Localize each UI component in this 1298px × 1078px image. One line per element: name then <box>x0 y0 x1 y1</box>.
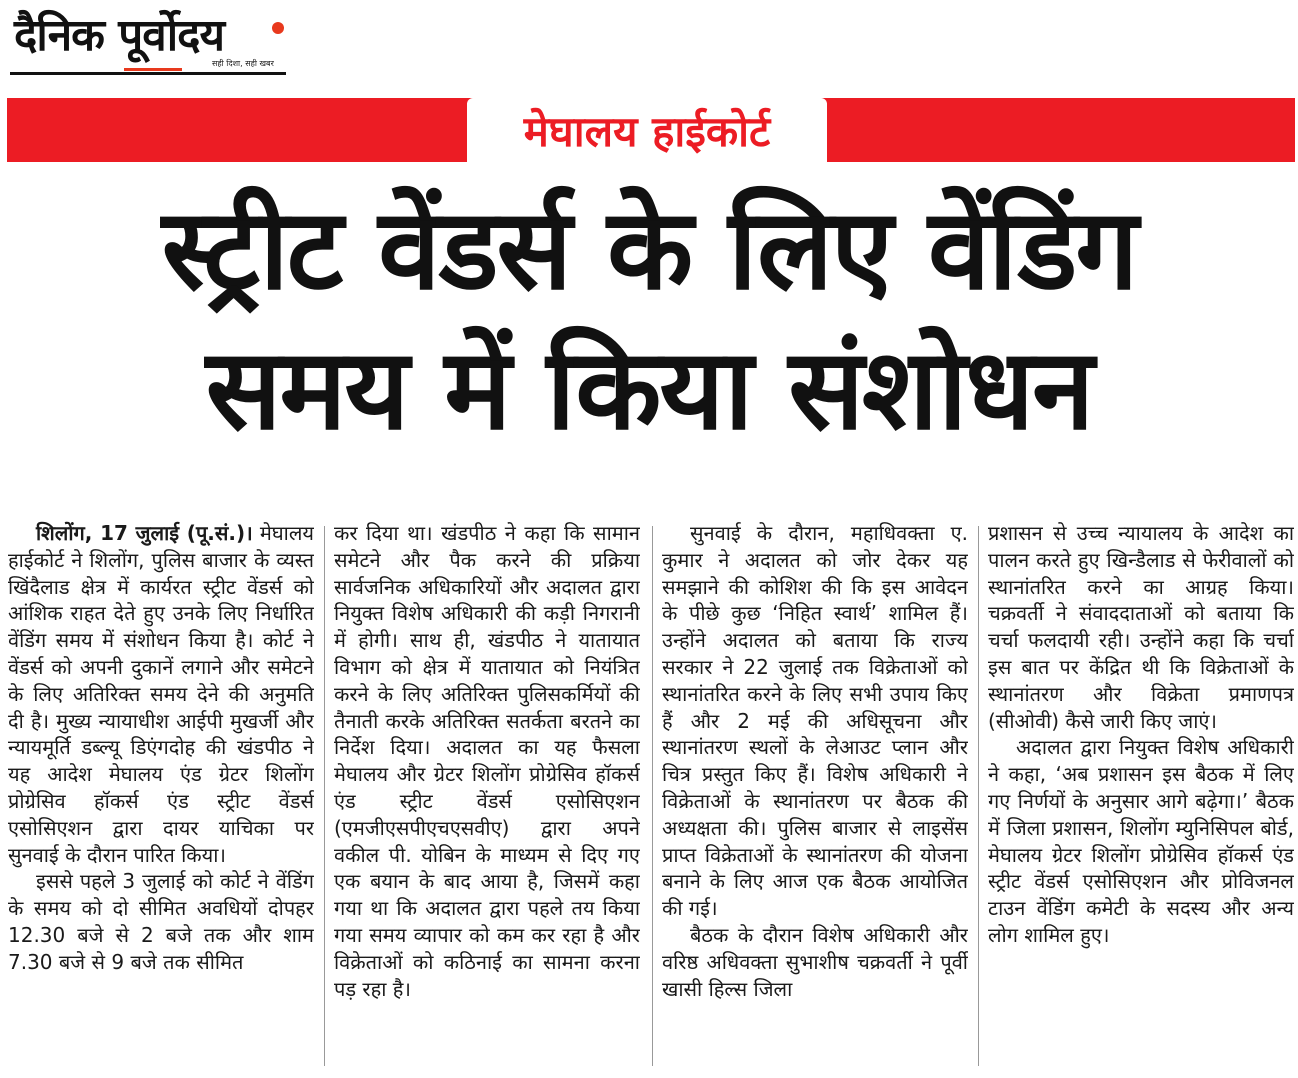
column-divider <box>978 526 979 1066</box>
category-label-box <box>467 98 827 162</box>
paragraph: मेघालय हाईकोर्ट ने शिलोंग, पुलिस बाजार के व्यस्त खिंदैलाड क्षेत्र में कार्यरत स्ट्रीट वेंडर्स को आंशिक राहत देते हुए उनके लिए निर्धारित वेंडिंग समय में संशोधन किया है। कोर्ट ने वेंडर्स को अपनी दुकानें लगाने और समेटने के लिए अतिरिक्त समय देने की अनुमति दी है। मुख्य न्यायाधीश आईपी मुखर्जी और न्यायमूर्ति डब्ल्यू डिएंगदोह की खंडपीठ ने यह आदेश मेघालय एंड ग्रेटर शिलोंग प्रोग्रेसिव हॉकर्स एंड स्ट्रीट वेंडर्स एसोसिएशन द्वारा दायर याचिका पर सुनवाई के दौरान पारित किया। <box>8 521 314 867</box>
dateline: शिलोंग, 17 जुलाई (पू.सं.)। <box>36 521 253 545</box>
article-column-2 <box>334 520 640 1072</box>
category-label: मेघालय हाईकोर्ट <box>523 106 771 156</box>
newspaper-tagline: सही दिशा, सही खबर <box>212 59 274 68</box>
logo-dot <box>272 22 284 34</box>
paragraph: प्रशासन से उच्च न्यायालय के आदेश का पालन करते हुए खिन्डैलाड से फेरीवालों को स्थानांतरित करने का आग्रह किया। चक्रवर्ती ने संवाददाताओं को बताया कि चर्चा फलदायी रही। उन्होंने कहा कि चर्चा इस बात पर केंद्रित थी कि विक्रेताओं के स्थानांतरण और विक्रेता प्रमाणपत्र (सीओवी) कैसे जारी किए जाएं। <box>988 521 1294 733</box>
newspaper-name: दैनिक पूर्वोदय <box>14 10 225 61</box>
masthead-rule <box>10 72 286 75</box>
paragraph: बैठक के दौरान विशेष अधिकारी और वरिष्ठ अधिवक्ता सुभाशीष चक्रवर्ती ने पूर्वी खासी हिल्स जिला <box>662 922 968 1001</box>
paragraph: सुनवाई के दौरान, महाधिवक्ता ए. कुमार ने अदालत को जोर देकर यह समझाने की कोशिश की कि इस आवेदन के पीछे कुछ ‘निहित स्वार्थ’ शामिल हैं। उन्होंने अदालत को बताया कि राज्य सरकार ने 22 जुलाई तक विक्रेताओं को स्थानांतरित करने के लिए सभी उपाय किए हैं और 2 मई की अधिसूचना और स्थानांतरण स्थलों के लेआउट प्लान और चित्र प्रस्तुत किए हैं। विशेष अधिकारी ने विक्रेताओं के स्थानांतरण पर बैठक की अध्यक्षता की। पुलिस बाजार से लाइसेंस प्राप्त विक्रेताओं के स्थानांतरण की योजना बनाने के लिए आज एक बैठक आयोजित की गई। <box>662 521 968 921</box>
masthead-logo <box>10 8 290 74</box>
paragraph: इससे पहले 3 जुलाई को कोर्ट ने वेंडिंग के समय को दो सीमित अवधियों दोपहर 12.30 बजे से 2 बजे तक और शाम 7.30 बजे से 9 बजे तक सीमित <box>8 869 314 974</box>
headline-line-1: स्ट्रीट वेंडर्स के लिए वेंडिंग <box>161 185 1137 315</box>
article-column-1 <box>8 520 314 1072</box>
logo-red-strip <box>124 68 182 71</box>
headline-line-2: समय में किया संशोधन <box>205 325 1093 455</box>
article-column-3 <box>662 520 968 1072</box>
paragraph: अदालत द्वारा नियुक्त विशेष अधिकारी ने कहा, ‘अब प्रशासन इस बैठक में लिए गए निर्णयों के अनुसार आगे बढ़ेगा।’ बैठक में जिला प्रशासन, शिलोंग म्युनिसिपल बोर्ड, मेघालय ग्रेटर शिलोंग प्रोग्रेसिव हॉकर्स एंड स्ट्रीट वेंडर्स एसोसिएशन और प्रोविजनल टाउन वेंडिंग कमेटी के सदस्य और अन्य लोग शामिल हुए। <box>988 735 1294 947</box>
column-divider <box>324 526 325 1066</box>
article-body <box>8 520 1294 1072</box>
column-divider <box>652 526 653 1066</box>
article-column-4 <box>988 520 1294 1072</box>
paragraph: कर दिया था। खंडपीठ ने कहा कि सामान समेटने और पैक करने की प्रक्रिया सार्वजनिक अधिकारियों और अदालत द्वारा नियुक्त विशेष अधिकारी की कड़ी निगरानी में होगी। साथ ही, खंडपीठ ने यातायात विभाग को क्षेत्र में यातायात को नियंत्रित करने के लिए अतिरिक्त पुलिसकर्मियों की तैनाती करके अतिरिक्त सतर्कता बरतने का निर्देश दिया। अदालत का यह फैसला मेघालय और ग्रेटर शिलोंग प्रोग्रेसिव हॉकर्स एंड स्ट्रीट वेंडर्स एसोसिएशन (एमजीएसपीएचएसवीए) द्वारा अपने वकील पी. योबिन के माध्यम से दिए गए एक बयान के बाद आया है, जिसमें कहा गया था कि अदालत द्वारा पहले तय किया गया समय व्यापार को कम कर रहा है और विक्रेताओं को कठिनाई का सामना करना पड़ रहा है। <box>334 521 640 1001</box>
headline <box>0 180 1298 460</box>
